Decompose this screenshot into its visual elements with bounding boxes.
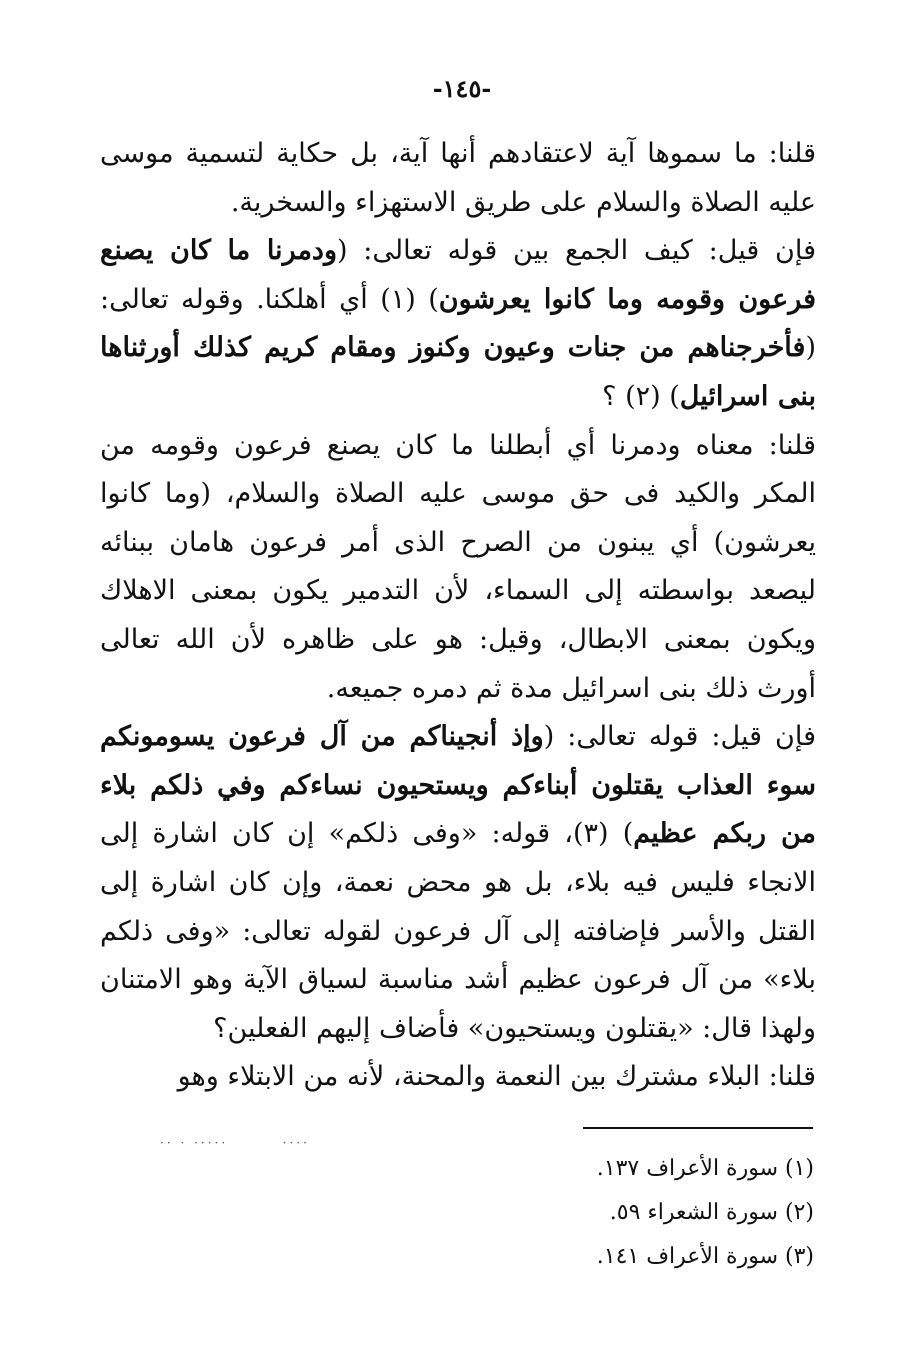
- paragraph-5: قلنا: البلاء مشترك بين النعمة والمحنة، لأنه من الابتلاء وهو: [177, 1061, 816, 1093]
- paragraph-2-intro: فإن قيل: كيف الجمع بين قوله تعالى: (: [337, 235, 816, 267]
- paragraph-4: [100, 713, 816, 1053]
- footnote-3: (٣) سورة الأعراف ١٤١.: [596, 1244, 814, 1269]
- paragraph-4-body: ) (٣)، قوله: «وفى ذلكم» إن كان اشارة إلى الانجاء فليس فيه بلاء، بل هو محض نعمة، وإن كان اشارة إلى القتل والأسر فإضافته إلى آل فرعون لقوله تعالى: «وفى ذلكم بلاء» من آل فرعون عظيم أشد مناسبة لسياق الآية وهو الامتنان ولهذا قال: «يقتلون ويستحيون» فأضاف إليهم الفعلين؟: [100, 818, 816, 1044]
- footnote-2: (٢) سورة الشعراء ٥٩.: [609, 1200, 814, 1225]
- footnotes: [440, 1147, 814, 1279]
- quran-verse-3: وإذ أنجيناكم من آل فرعون يسومونكم سوء العذاب يقتلون أبناءكم ويستحيون نساءكم وفي ذلكم بلاء من ربكم عظيم: [100, 721, 817, 850]
- paragraph-1: قلنا: ما سموها آية لاعتقادهم أنها آية، بل حكاية لتسمية موسى عليه الصلاة والسلام على طريق الاستهزاء والسخرية.: [100, 138, 816, 218]
- paragraph-2: [100, 227, 816, 421]
- footnote-1: (١) سورة الأعراف ١٣٧.: [596, 1156, 814, 1181]
- scan-specks: ·· · ····· ····: [160, 1136, 310, 1150]
- paragraph-2-middle: ) (١) أي أهلكنا. وقوله تعالى: (: [100, 283, 816, 364]
- paragraph-2-end: ) (٢) ؟: [602, 380, 680, 412]
- body-text: [100, 130, 816, 1102]
- paragraph-3: قلنا: معناه ودمرنا أي أبطلنا ما كان يصنع فرعون وقومه من المكر والكيد فى حق موسى عليه الصلاة والسلام، (وما كانوا يعرشون) أي يبنون من الصرح الذى أمر فرعون هامان ببنائه ليصعد بواسطته إلى السماء، لأن التدمير يكون بمعنى الاهلاك ويكون بمعنى الابطال، وقيل: هو على ظاهره لأن الله تعالى أورث ذلك بنى اسرائيل مدة ثم دمره جميعه.: [100, 429, 816, 704]
- footnote-divider: [583, 1127, 813, 1129]
- quran-verse-2: فأخرجناهم من جنات وعيون وكنوز ومقام كريم كذلك أورثناها بنى اسرائيل: [100, 332, 816, 412]
- page-number: -١٤٥-: [432, 74, 492, 103]
- quran-verse-1: ودمرنا ما كان يصنع فرعون وقومه وما كانوا يعرشون: [100, 235, 817, 315]
- paragraph-4-intro: فإن قيل: قوله تعالى: (: [543, 721, 816, 753]
